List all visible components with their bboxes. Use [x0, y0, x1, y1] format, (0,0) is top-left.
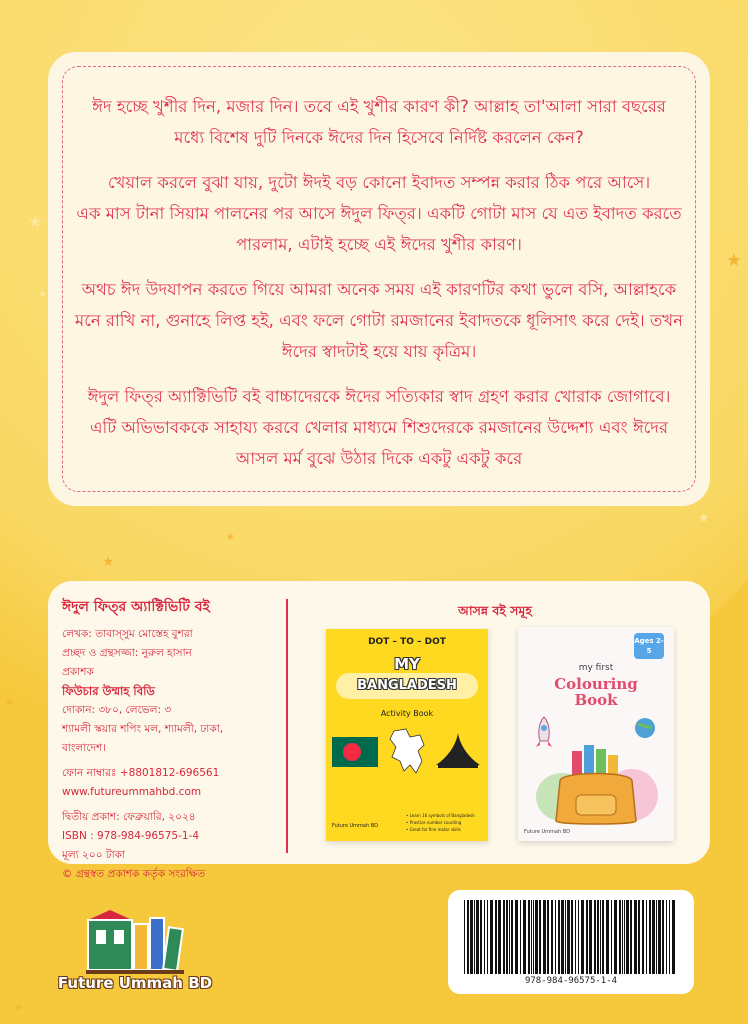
- book-title: ঈদুল ফিত্‌র অ্যাক্টিভিটি বই: [62, 599, 210, 615]
- barcode-bar: [511, 900, 513, 974]
- book1-series: DOT – TO – DOT: [368, 637, 446, 647]
- publisher-logo: [40, 910, 230, 1000]
- barcode-bar: [624, 900, 625, 974]
- barcode-bar: [589, 900, 592, 974]
- book2-title-colouring: Colouring: [554, 675, 638, 693]
- barcode-bar: [634, 900, 637, 974]
- barcode-bar: [666, 900, 667, 974]
- copyright: © গ্রন্থস্বত প্রকাশক কর্তৃক সংরক্ষিত: [62, 868, 206, 880]
- barcode-bar: [638, 900, 640, 974]
- barcode-bar: [509, 900, 510, 974]
- barcode-bar: [646, 900, 647, 974]
- barcode: [448, 890, 694, 994]
- barcode-bar: [547, 900, 549, 974]
- paragraph-4: ঈদুল ফিত্‌র অ্যাক্টিভিটি বই বাচ্চাদেরকে ঈদের সত্যিকার স্বাদ গ্রহণ করার খোরাক জোগাবে। এটি অভিভাবককে সাহায্য করবে খেলার মাধ্যমে শিশুদেরকে রমজানের উদ্দেশ্য এবং ঈদের আসল মর্ম বুঝে উঠার দিকে একটু একটু করে: [87, 387, 671, 468]
- barcode-bar: [498, 900, 501, 974]
- book1-title: BANGLADESH: [336, 673, 478, 699]
- barcode-bar: [630, 900, 632, 974]
- barcode-bar: [551, 900, 553, 974]
- barcode-bar: [503, 900, 505, 974]
- book-cover-my-first-colouring-book: [518, 627, 674, 841]
- barcode-bar: [476, 900, 479, 974]
- book1-my: MY: [394, 655, 420, 673]
- barcode-number: 978-984-96575-1-4: [524, 976, 618, 986]
- barcode-bar: [533, 900, 534, 974]
- description-border: [62, 66, 696, 492]
- bangladesh-flag-icon: [332, 737, 378, 767]
- barcode-bar: [506, 900, 508, 974]
- barcode-bar: [626, 900, 629, 974]
- star-icon: ★: [28, 212, 43, 231]
- shaheed-minar-icon: [434, 731, 482, 771]
- book1-publisher: Future Ummah BD: [332, 823, 379, 829]
- book2-title-book: Book: [574, 691, 618, 709]
- book1-bullet: • Great for fine motor skills: [406, 827, 461, 832]
- phone-number: ফোন নাম্বারঃ +8801812-696561: [62, 767, 220, 779]
- barcode-bar: [464, 900, 465, 974]
- barcode-bar: [515, 900, 518, 974]
- barcode-bar: [535, 900, 538, 974]
- barcode-bar: [602, 900, 604, 974]
- barcode-bar: [543, 900, 546, 974]
- barcode-bar: [555, 900, 556, 974]
- barcode-bar: [581, 900, 584, 974]
- star-icon: ★: [226, 532, 235, 543]
- barcode-bar: [467, 900, 469, 974]
- star-icon: ★: [14, 1003, 23, 1014]
- star-icon: ★: [726, 250, 743, 271]
- barcode-bar: [649, 900, 651, 974]
- book-cover-my-bangladesh: [326, 629, 488, 841]
- barcode-bar: [586, 900, 588, 974]
- barcode-bar: [539, 900, 541, 974]
- edition: দ্বিতীয় প্রকাশ: ফেব্রুয়ারি, ২০২৪: [62, 811, 196, 823]
- barcode-bar: [658, 900, 661, 974]
- book1-bullet: • Practice number counting: [406, 820, 462, 825]
- barcode-bar: [578, 900, 579, 974]
- barcode-bar: [662, 900, 664, 974]
- book1-subtitle: Activity Book: [380, 709, 434, 718]
- barcode-bar: [487, 900, 488, 974]
- price: মূল্য ২০০ টাকা: [62, 849, 126, 861]
- website: www.futureummahbd.com: [62, 786, 202, 798]
- paragraph-2: খেয়াল করলে বুঝা যায়, দুটো ঈদই বড় কোনো ইবাদত সম্পন্ন করার ঠিক পরে আসে। এক মাস টানা সিয়াম পালনের পর আসে ঈদুল ফিত্‌র। একটি গোটা মাস যে এত ইবাদত করতে পারলাম, এটাই হচ্ছে এই ঈদের খুশীর কারণ।: [76, 173, 682, 254]
- logo-text: Future Ummah BD: [57, 974, 213, 992]
- cover-designer: প্রচ্ছদ ও গ্রন্থসজ্জা: নুরুল হাসান: [62, 647, 192, 659]
- star-icon: ★: [698, 511, 710, 526]
- book1-bullet: • Learn 16 symbols of Bangladesh: [406, 813, 475, 818]
- barcode-bar: [656, 900, 657, 974]
- barcode-bar: [558, 900, 560, 974]
- barcode-bar: [600, 900, 601, 974]
- country: বাংলাদেশ।: [62, 742, 106, 754]
- column-divider: [286, 599, 288, 853]
- barcode-bar: [594, 900, 596, 974]
- book-info-card: [48, 581, 710, 880]
- barcode-bar: [480, 900, 482, 974]
- barcode-bar: [575, 900, 576, 974]
- barcode-bar: [614, 900, 617, 974]
- book2-age-badge: Ages 2-5: [634, 633, 664, 659]
- isbn: ISBN : 978-984-96575-1-4: [62, 830, 200, 842]
- description-card: [48, 52, 710, 506]
- barcode-bar: [520, 900, 521, 974]
- upcoming-books-title: আসন্ন বই সমূহ: [458, 603, 532, 618]
- star-icon: ★: [4, 695, 15, 709]
- backpack-icon: [532, 737, 660, 829]
- mall-address: শ্যামলী স্কয়ার শপিং মল, শ্যামলী, ঢাকা,: [62, 723, 224, 735]
- bangladesh-map-icon: [386, 727, 428, 777]
- barcode-bar: [571, 900, 573, 974]
- book2-publisher: Future Ummah BD: [524, 829, 571, 835]
- barcode-bar: [606, 900, 609, 974]
- publisher-name: ফিউচার উম্মাহ বিডি: [62, 684, 155, 698]
- barcode-bar: [495, 900, 497, 974]
- barcode-bar: [490, 900, 493, 974]
- publisher-label: প্রকাশক: [62, 666, 94, 678]
- barcode-bar: [611, 900, 612, 974]
- barcode-bar: [470, 900, 473, 974]
- barcode-bar: [622, 900, 623, 974]
- imprint-column: [62, 595, 280, 884]
- barcode-bar: [484, 900, 485, 974]
- barcode-bar: [669, 900, 670, 974]
- barcode-bar: [565, 900, 566, 974]
- barcode-bar: [619, 900, 621, 974]
- books-logo-icon: [80, 910, 190, 976]
- book2-my-first: my first: [578, 663, 614, 673]
- barcode-bar: [652, 900, 655, 974]
- barcode-bar: [642, 900, 644, 974]
- barcode-bar: [474, 900, 475, 974]
- barcode-bar: [531, 900, 532, 974]
- shop-address: দোকান: ৩৮০, লেভেল: ৩: [62, 704, 172, 716]
- star-icon: ★: [38, 289, 47, 300]
- barcode-bar: [523, 900, 526, 974]
- barcode-bar: [672, 900, 675, 974]
- barcode-bar: [567, 900, 570, 974]
- author: লেখক: তাবাস্সুম মোস্তেহ বুশরা: [62, 628, 193, 640]
- barcode-bar: [528, 900, 530, 974]
- paragraph-3: অথচ ঈদ উদযাপন করতে গিয়ে আমরা অনেক সময় এই কারণটির কথা ভুলে বসি, আল্লাহকে মনে রাখি না, গুনাহে লিপ্ত হই, এবং ফলে গোটা রমজানের ইবাদতকে ধূলিসাৎ করে দেই। তখন ঈদের স্বাদটাই হয়ে যায় কৃত্রিম।: [75, 280, 683, 361]
- barcode-bar: [597, 900, 599, 974]
- barcode-bars: [464, 900, 678, 974]
- paragraph-1: ঈদ হচ্ছে খুশীর দিন, মজার দিন। তবে এই খুশীর কারণ কী? আল্লাহ তা'আলা সারা বছরের মধ্যে বিশেষ দুটি দিনকে ঈদের দিন হিসেবে নির্দিষ্ট করলেন কেন?: [92, 97, 666, 147]
- barcode-bar: [561, 900, 564, 974]
- star-icon: ★: [102, 554, 115, 570]
- book1-bullets: [406, 812, 475, 833]
